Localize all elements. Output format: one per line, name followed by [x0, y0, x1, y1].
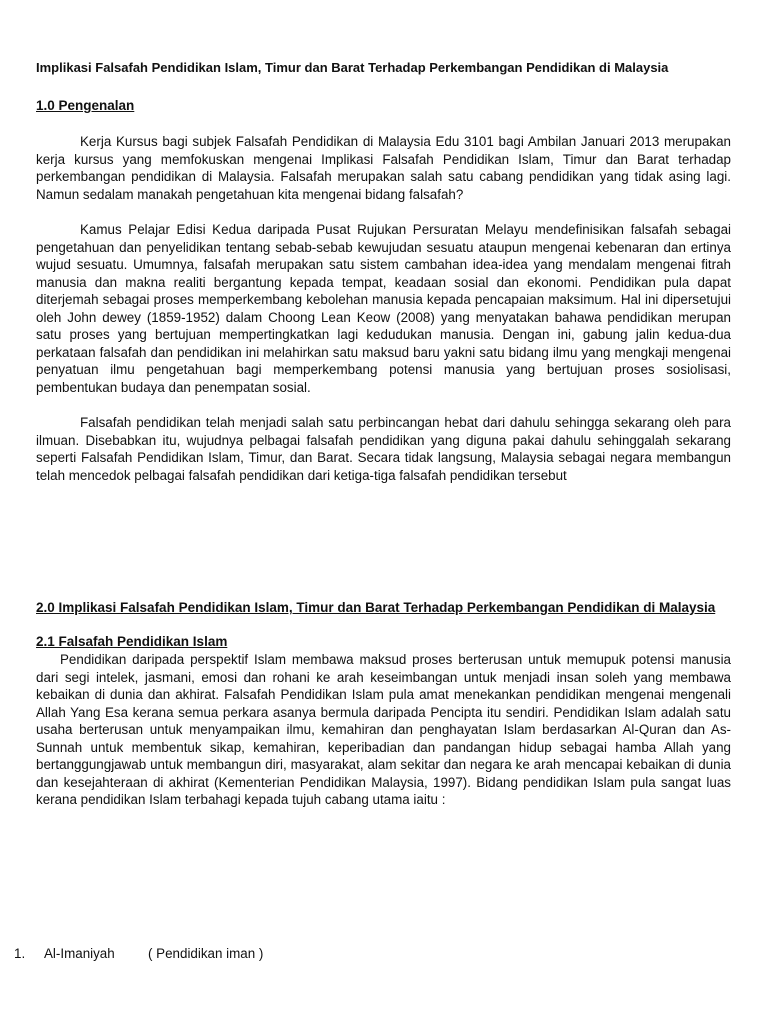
list-item-number: 1. [14, 946, 26, 961]
list-item [14, 945, 263, 962]
section-2-1-heading: 2.1 Falsafah Pendidikan Islam [36, 634, 228, 649]
section-1-paragraph-3: Falsafah pendidikan telah menjadi salah satu perbincangan hebat dari dahulu sehingga sekarang oleh para ilmuan. Disebabkan itu, wujudnya pelbagai falsafah pendidikan yang diguna pakai dahulu sehinggalah sekarang seperti Falsafah Pendidikan Islam, Timur, dan Barat. Secara tidak langsung, Malaysia sebagai negara membangun telah mencedok pelbagai falsafah pendidikan dari ketiga-tiga falsafah pendidikan tersebut [36, 415, 731, 483]
section-1-heading: 1.0 Pengenalan [36, 98, 135, 113]
list-item-term: Al-Imaniyah [44, 946, 115, 961]
document-page [36, 60, 731, 809]
section-2-1-paragraph: Pendidikan daripada perspektif Islam membawa maksud proses berterusan untuk memupuk potensi manusia dari segi intelek, jasmani, emosi dan rohani ke arah keseimbangan untuk menjadi insan soleh yang membawa kebaikan di dunia dan akhirat. Falsafah Pendidikan Islam pula amat menekankan pendidikan mengenai mengenali Allah Yang Esa kerana semua perkara asanya bermula daripada Pencipta itu sendiri. Pendidikan Islam adalah satu usaha berterusan untuk menyampaikan ilmu, kemahiran dan penghayatan Islam berdasarkan Al-Quran dan As-Sunnah untuk membentuk sikap, kemahiran, keperibadian dan pandangan hidup sebagai hamba Allah yang bertanggungjawab untuk membangun diri, masyarakat, alam sekitar dan negara ke arah mencapai kebaikan di dunia dan kesejahteraan di akhirat (Kementerian Pendidikan Malaysia, 1997). Bidang pendidikan Islam pula sangat luas kerana pendidikan Islam terbahagi kepada tujuh cabang utama iaitu : [36, 652, 731, 807]
section-1-paragraph-2: Kamus Pelajar Edisi Kedua daripada Pusat Rujukan Persuratan Melayu mendefinisikan falsafah sebagai pengetahuan dan penyelidikan tentang sebab-sebab kewujudan sesuatu ataupun mengenai kebenaran dan ertinya wujud sesuatu. Umumnya, falsafah merupakan satu sistem cambahan idea-idea yang mendalam mengenai fitrah manusia dan makna realiti bergantung kepada tempat, keadaan sosial dan ekonomi. Pendidikan pula dapat diterjemah sebagai proses memperkembang kebolehan manusia kepada pencapaian maksimum. Hal ini dipersetujui oleh John dewey (1859-1952) dalam Choong Lean Keow (2008) yang menyatakan bahawa pendidikan merupan satu proses yang bertujuan mempertingkatkan lagi kedudukan manusia. Dengan ini, gabung jalin kedua-dua perkataan falsafah dan pendidikan ini melahirkan satu maksud baru yakni satu bidang ilmu yang mengkaji mengenai penyatuan ilmu pengetahuan bagi memperkembang potensi manusia yang bertujuan proses sosiolisasi, pembentukan budaya dan penempatan sosial. [36, 222, 731, 395]
section-1-paragraph-1: Kerja Kursus bagi subjek Falsafah Pendidikan di Malaysia Edu 3101 bagi Ambilan Januari 2013 merupakan kerja kursus yang memfokuskan mengenai Implikasi Falsafah Pendidikan Islam, Timur dan Barat terhadap perkembangan pendidikan di Malaysia. Falsafah merupakan salah satu cabang pendidikan yang tidak asing lagi. Namun sedalam manakah pengetahuan kita mengenai bidang falsafah? [36, 134, 731, 202]
document-title: Implikasi Falsafah Pendidikan Islam, Timur dan Barat Terhadap Perkembangan Pendidikan di Malaysia [36, 60, 669, 75]
section-2-heading: 2.0 Implikasi Falsafah Pendidikan Islam, Timur dan Barat Terhadap Perkembangan Pendidikan di Malaysia [36, 600, 716, 615]
list-item-description: ( Pendidikan iman ) [148, 946, 264, 961]
